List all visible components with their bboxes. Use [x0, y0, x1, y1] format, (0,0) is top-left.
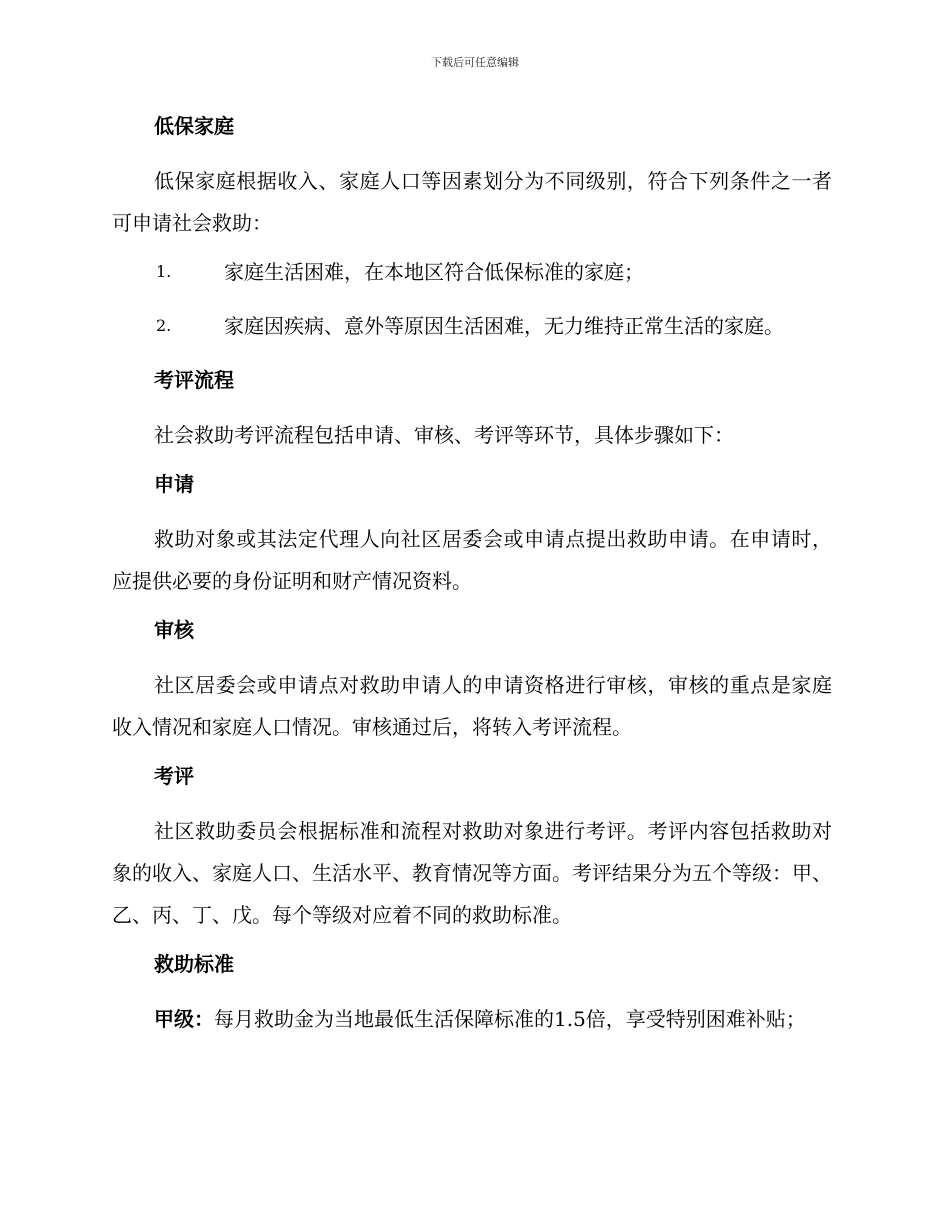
paragraph-apply: 救助对象或其法定代理人向社区居委会或申请点提出救助申请。在申请时，应提供必要的身份证明和财产情况资料。: [112, 527, 832, 593]
list-number: 2.: [156, 316, 172, 335]
paragraph-dibao: 低保家庭根据收入、家庭人口等因素划分为不同级别，符合下列条件之一者可申请社会救助：: [112, 169, 832, 235]
list-number: 1.: [156, 262, 172, 281]
section-title-eval: 考评: [154, 764, 194, 788]
list-item: [112, 254, 832, 290]
grade-a-text: 每月救助金为当地最低生活保障标准的1.5倍，享受特别困难补贴；: [214, 1007, 806, 1031]
section-title-apply: 申请: [154, 472, 194, 496]
paragraph-process: 社会救助考评流程包括申请、审核、考评等环节，具体步骤如下：: [154, 423, 734, 447]
page-header: 下载后可任意编辑: [431, 56, 519, 69]
paragraph-grade-a: [112, 998, 832, 1040]
section-title-dibao: 低保家庭: [154, 114, 234, 138]
document-body: [112, 108, 832, 1050]
section-title-review: 审核: [154, 618, 194, 642]
list-item: [112, 308, 832, 344]
paragraph-eval: 社区救助委员会根据标准和流程对救助对象进行考评。考评内容包括救助对象的收入、家庭人口、生活水平、教育情况等方面。考评结果分为五个等级：甲、乙、丙、丁、戊。每个等级对应着不同的救助标准。: [112, 819, 832, 927]
paragraph-review: 社区居委会或申请点对救助申请人的申请资格进行审核，审核的重点是家庭收入情况和家庭人口情况。审核通过后，将转入考评流程。: [112, 673, 832, 739]
list-text: 家庭因疾病、意外等原因生活困难，无力维持正常生活的家庭。: [224, 314, 784, 338]
section-title-standard: 救助标准: [154, 952, 234, 976]
section-title-process: 考评流程: [154, 368, 234, 392]
list-text: 家庭生活困难，在本地区符合低保标准的家庭；: [224, 260, 644, 284]
grade-a-label: 甲级：: [154, 1007, 214, 1031]
